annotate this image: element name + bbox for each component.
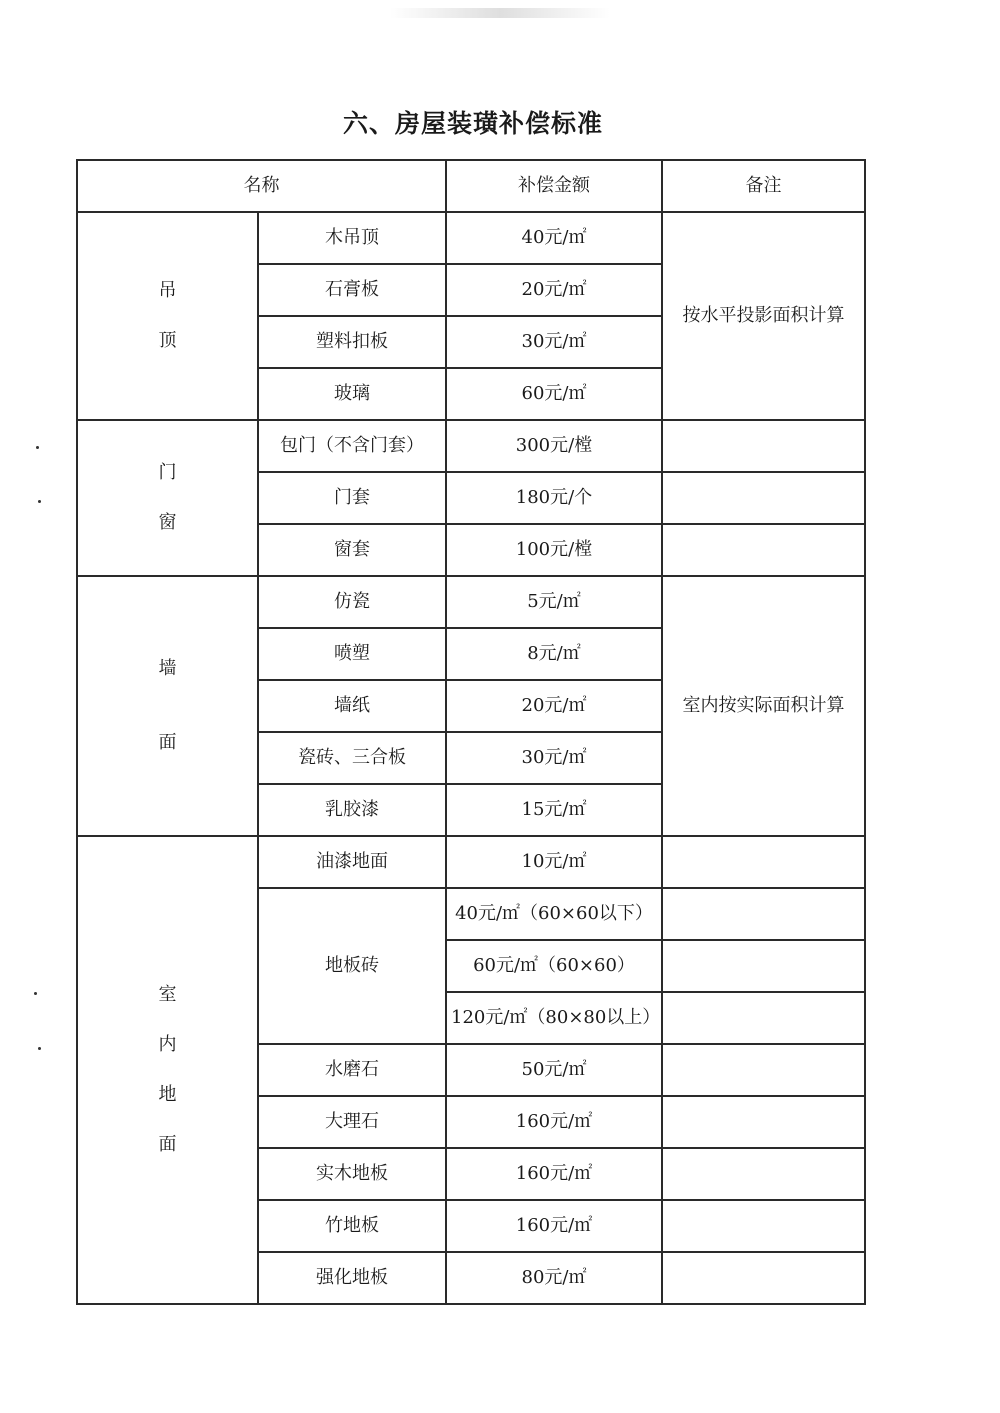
scan-speck: [34, 992, 37, 995]
item-name: 塑料扣板: [258, 316, 446, 368]
item-amount: 30元/㎡: [446, 732, 662, 784]
item-name: 石膏板: [258, 264, 446, 316]
scan-speck: [36, 446, 39, 449]
item-amount: 160元/㎡: [446, 1148, 662, 1200]
item-name: 地板砖: [258, 888, 446, 1044]
item-amount: 40元/㎡（60×60以下）: [446, 888, 662, 940]
header-note: 备注: [662, 160, 865, 212]
item-note: [662, 524, 865, 576]
item-note: [662, 1044, 865, 1096]
item-note: [662, 888, 865, 940]
item-name: 竹地板: [258, 1200, 446, 1252]
item-amount: 5元/㎡: [446, 576, 662, 628]
item-amount: 120元/㎡（80×80以上）: [446, 992, 662, 1044]
category-walls: 墙 面: [77, 576, 258, 836]
item-name: 包门（不含门套）: [258, 420, 446, 472]
item-name: 喷塑: [258, 628, 446, 680]
item-name: 玻璃: [258, 368, 446, 420]
item-name: 油漆地面: [258, 836, 446, 888]
table-row: [77, 576, 865, 628]
item-name: 门套: [258, 472, 446, 524]
item-note: [662, 1252, 865, 1304]
table-row: [77, 836, 865, 888]
item-amount: 40元/㎡: [446, 212, 662, 264]
category-indoor-floor: 室 内 地 面: [77, 836, 258, 1304]
item-name: 大理石: [258, 1096, 446, 1148]
item-amount: 20元/㎡: [446, 680, 662, 732]
scan-speck: [38, 1047, 41, 1050]
item-name: 水磨石: [258, 1044, 446, 1096]
table-row: [77, 212, 865, 264]
category-doors-windows: 门 窗: [77, 420, 258, 576]
header-name: 名称: [77, 160, 446, 212]
item-amount: 160元/㎡: [446, 1200, 662, 1252]
page-title: 六、房屋装璜补偿标准: [342, 109, 603, 138]
scan-artifact: [390, 8, 610, 18]
item-note: [662, 940, 865, 992]
item-amount: 15元/㎡: [446, 784, 662, 836]
header-amount: 补偿金额: [446, 160, 662, 212]
item-note: [662, 836, 865, 888]
item-note: [662, 1096, 865, 1148]
item-name: 木吊顶: [258, 212, 446, 264]
item-amount: 30元/㎡: [446, 316, 662, 368]
item-name: 实木地板: [258, 1148, 446, 1200]
item-amount: 100元/樘: [446, 524, 662, 576]
item-amount: 60元/㎡: [446, 368, 662, 420]
item-note: 按水平投影面积计算: [662, 212, 865, 420]
scan-speck: [38, 500, 41, 503]
item-note: [662, 1200, 865, 1252]
item-note: [662, 1148, 865, 1200]
item-note: [662, 420, 865, 472]
table-row: [77, 420, 865, 472]
item-amount: 20元/㎡: [446, 264, 662, 316]
item-amount: 8元/㎡: [446, 628, 662, 680]
item-name: 窗套: [258, 524, 446, 576]
item-note: 室内按实际面积计算: [662, 576, 865, 836]
item-amount: 60元/㎡（60×60）: [446, 940, 662, 992]
item-name: 墙纸: [258, 680, 446, 732]
item-amount: 10元/㎡: [446, 836, 662, 888]
item-amount: 160元/㎡: [446, 1096, 662, 1148]
item-name: 瓷砖、三合板: [258, 732, 446, 784]
item-note: [662, 472, 865, 524]
item-amount: 180元/个: [446, 472, 662, 524]
item-amount: 300元/樘: [446, 420, 662, 472]
item-amount: 50元/㎡: [446, 1044, 662, 1096]
item-amount: 80元/㎡: [446, 1252, 662, 1304]
item-name: 仿瓷: [258, 576, 446, 628]
item-name: 强化地板: [258, 1252, 446, 1304]
item-name: 乳胶漆: [258, 784, 446, 836]
category-ceiling: 吊 顶: [77, 212, 258, 420]
compensation-table: [76, 159, 866, 1305]
item-note: [662, 992, 865, 1044]
